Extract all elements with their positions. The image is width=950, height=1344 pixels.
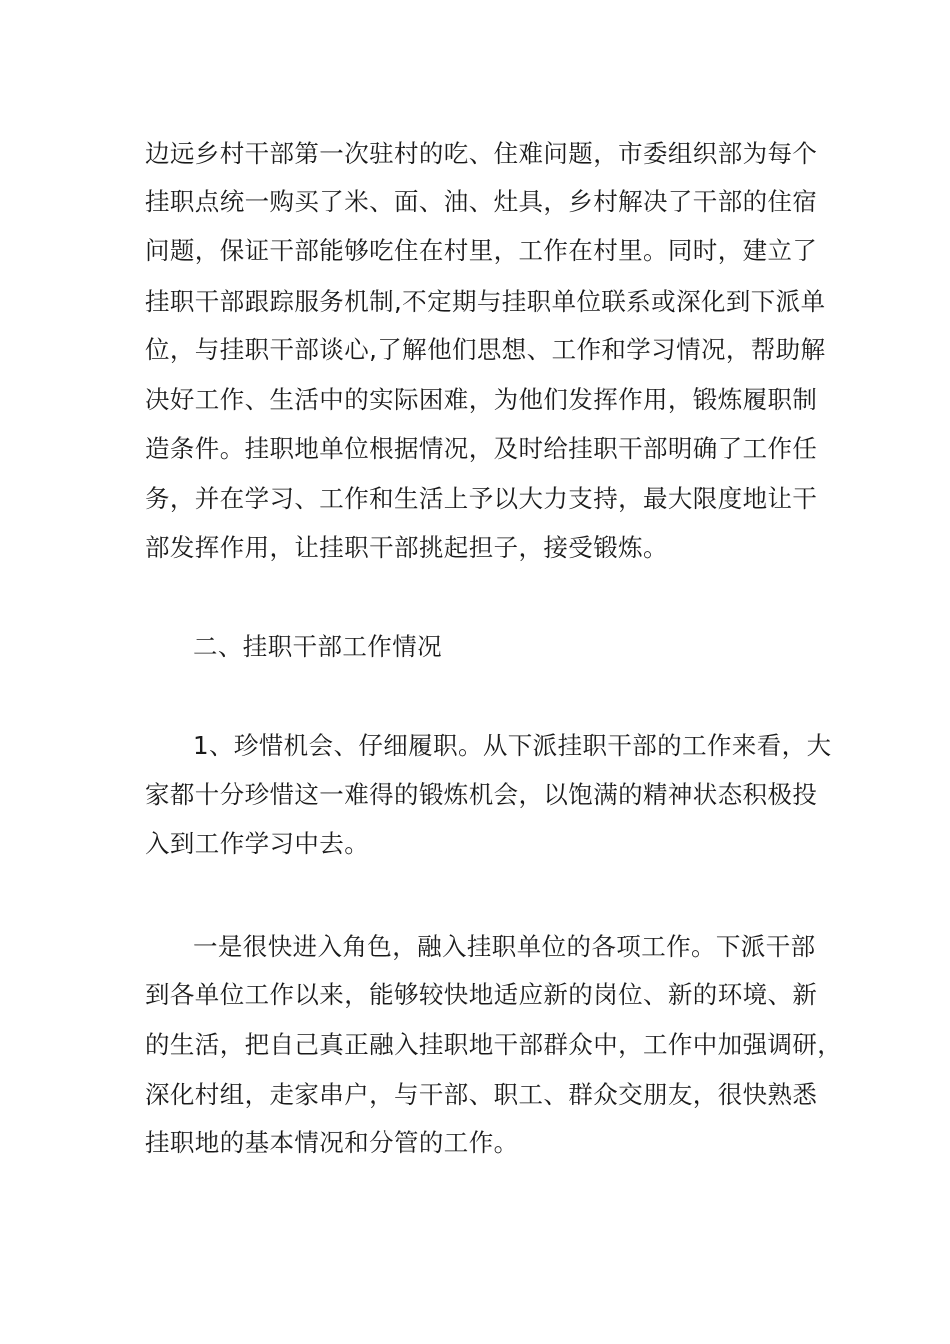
text-line: 一是很快进入角色，融入挂职单位的各项工作。下派干部: [193, 932, 816, 961]
text-line: 边远乡村干部第一次驻村的吃、住难问题，市委组织部为每个: [145, 139, 818, 168]
text-line: 入到工作学习中去。: [145, 829, 370, 858]
text-line: 挂职点统一购买了米、面、油、灶具，乡村解决了干部的住宿: [145, 187, 818, 216]
text-line: 到各单位工作以来，能够较快地适应新的岗位、新的环境、新: [145, 980, 818, 1009]
text-line: 问题，保证干部能够吃住在村里，工作在村里。同时，建立了: [145, 236, 818, 265]
text-line: 务，并在学习、工作和生活上予以大力支持，最大限度地让干: [145, 484, 818, 513]
text-line: 的生活，把自己真正融入挂职地干部群众中，工作中加强调研，: [145, 1030, 843, 1059]
text-line: 部发挥作用，让挂职干部挑起担子，接受锻炼。: [145, 533, 668, 562]
text-line: 决好工作、生活中的实际困难，为他们发挥作用，锻炼履职制: [145, 385, 818, 414]
text-line: 位，与挂职干部谈心,了解他们思想、工作和学习情况，帮助解: [145, 335, 826, 364]
text-line: 挂职干部跟踪服务机制,不定期与挂职单位联系或深化到下派单: [145, 287, 826, 316]
text-line: 家都十分珍惜这一难得的锻炼机会，以饱满的精神状态积极投: [145, 780, 818, 809]
text-line: 深化村组，走家串户，与干部、职工、群众交朋友，很快熟悉: [145, 1080, 818, 1109]
text-line: 造条件。挂职地单位根据情况，及时给挂职干部明确了工作任: [145, 434, 818, 463]
text-line: 1、珍惜机会、仔细履职。从下派挂职干部的工作来看，大: [193, 731, 832, 760]
text-line: 挂职地的基本情况和分管的工作。: [145, 1128, 519, 1157]
section-heading: 二、挂职干部工作情况: [193, 632, 442, 661]
